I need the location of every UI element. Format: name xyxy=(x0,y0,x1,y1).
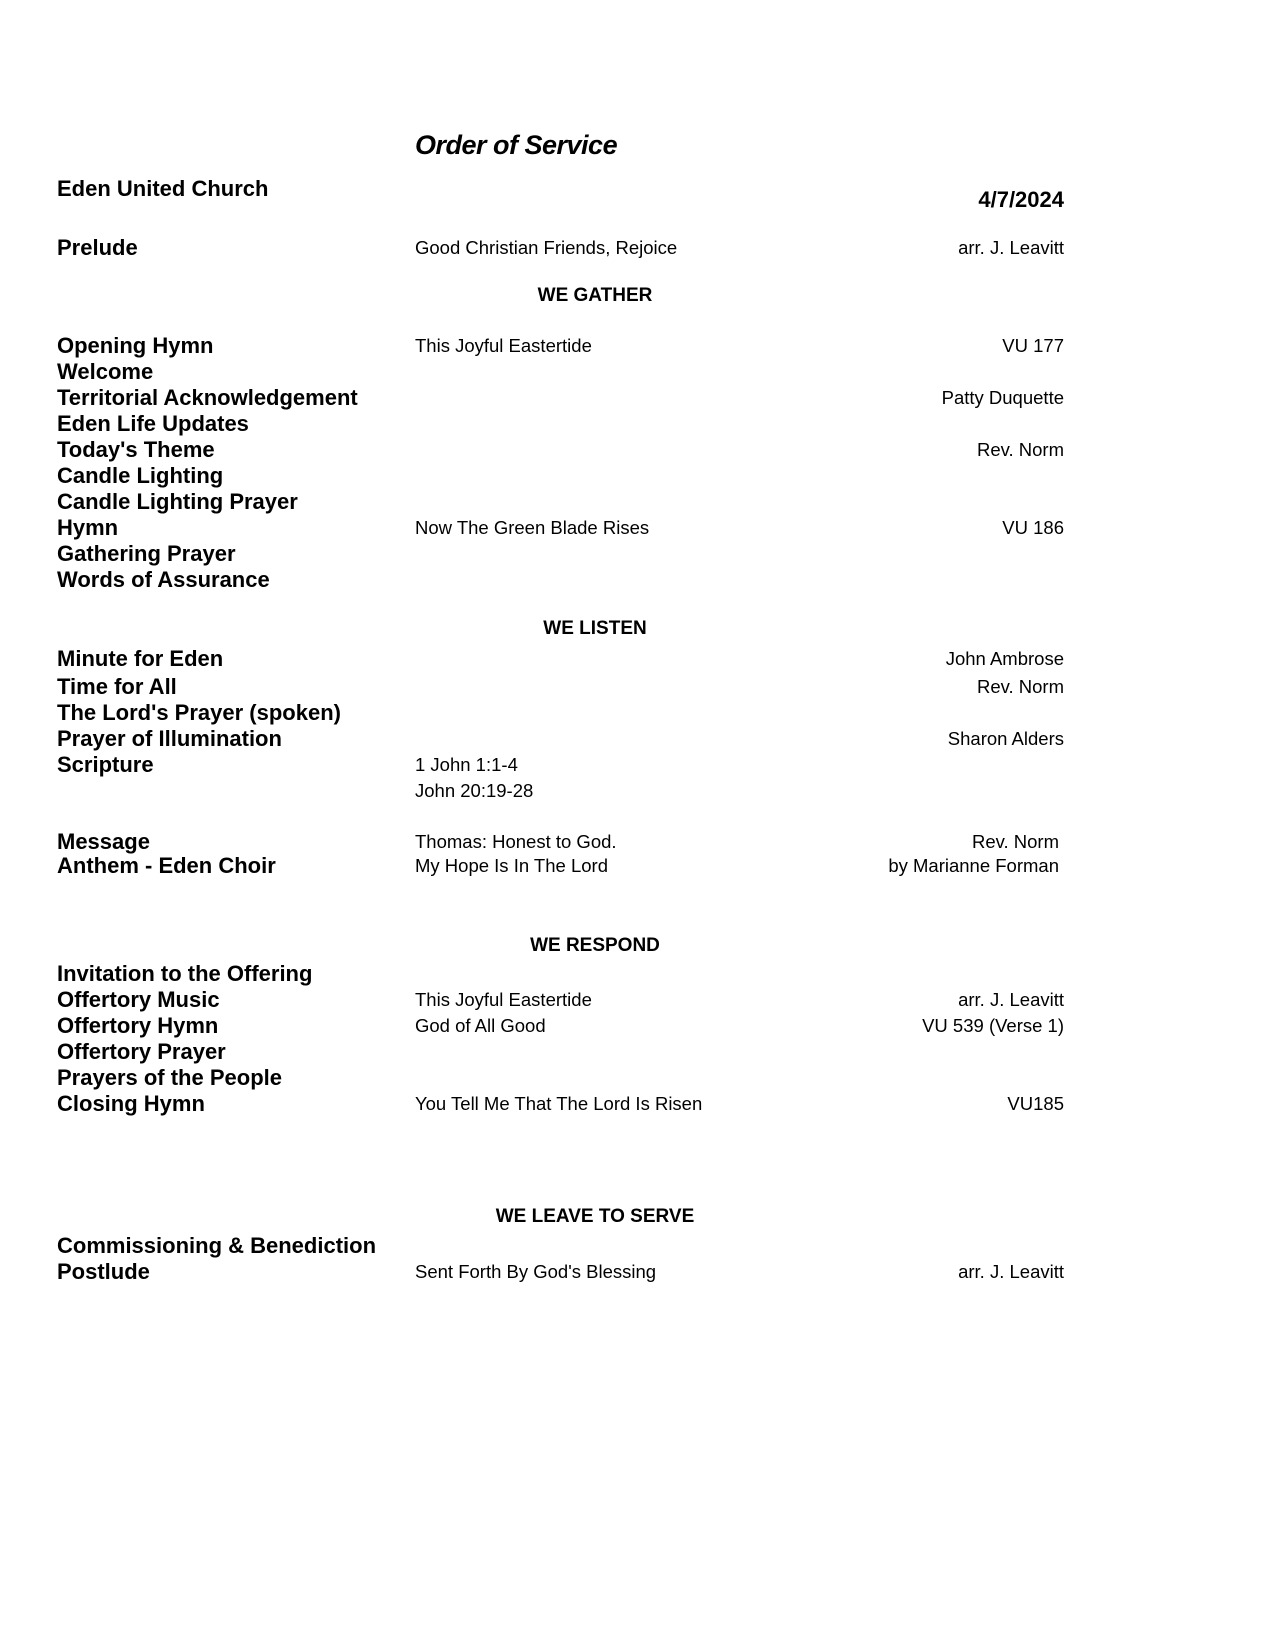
service-row xyxy=(0,411,1275,437)
service-note: Patty Duquette xyxy=(941,387,1064,408)
section-heading-gather: WE GATHER xyxy=(537,285,653,306)
service-item: Anthem - Eden Choir xyxy=(57,853,276,878)
service-piece: Sent Forth By God's Blessing xyxy=(415,1261,657,1282)
service-piece: Good Christian Friends, Rejoice xyxy=(415,237,678,258)
service-row xyxy=(0,1013,1275,1039)
service-row xyxy=(0,778,1275,804)
service-row xyxy=(0,987,1275,1013)
service-item: Welcome xyxy=(57,359,154,384)
page-title: Order of Service xyxy=(415,130,618,160)
service-note: VU 186 xyxy=(1002,517,1064,538)
service-item: Candle Lighting Prayer xyxy=(57,489,298,514)
service-item: Candle Lighting xyxy=(57,463,224,488)
service-note: arr. J. Leavitt xyxy=(958,1261,1064,1282)
service-row xyxy=(0,463,1275,489)
service-row xyxy=(0,646,1275,672)
service-row xyxy=(0,567,1275,593)
service-row xyxy=(0,359,1275,385)
service-date: 4/7/2024 xyxy=(978,187,1064,212)
service-note: arr. J. Leavitt xyxy=(958,237,1064,258)
service-piece: My Hope Is In The Lord xyxy=(415,855,608,876)
service-row xyxy=(0,333,1275,359)
service-row xyxy=(0,235,1275,261)
service-item: Scripture xyxy=(57,752,154,777)
service-row xyxy=(0,515,1275,541)
service-item: The Lord's Prayer (spoken) xyxy=(57,700,341,725)
service-item: Opening Hymn xyxy=(57,333,214,358)
service-note: John Ambrose xyxy=(945,648,1064,669)
service-row xyxy=(0,1091,1275,1117)
service-piece: Now The Green Blade Rises xyxy=(415,517,650,538)
service-row xyxy=(0,437,1275,463)
service-item: Closing Hymn xyxy=(57,1091,205,1116)
service-row xyxy=(0,752,1275,778)
service-note: Rev. Norm xyxy=(976,676,1064,697)
service-item: Prayers of the People xyxy=(57,1065,282,1090)
service-item: Today's Theme xyxy=(57,437,215,462)
service-item: Minute for Eden xyxy=(57,646,224,671)
service-piece: This Joyful Eastertide xyxy=(415,335,592,356)
service-note: VU 177 xyxy=(1002,335,1064,356)
service-row xyxy=(0,1233,1275,1259)
service-row xyxy=(0,700,1275,726)
service-note: arr. J. Leavitt xyxy=(958,989,1064,1010)
service-piece: This Joyful Eastertide xyxy=(415,989,592,1010)
service-item: Message xyxy=(57,829,150,854)
service-row xyxy=(0,489,1275,515)
service-item: Prelude xyxy=(57,235,138,260)
service-row xyxy=(0,1065,1275,1091)
service-item: Commissioning & Benediction xyxy=(57,1233,377,1258)
service-item: Gathering Prayer xyxy=(57,541,236,566)
service-note: Rev. Norm xyxy=(971,831,1059,852)
service-note: Rev. Norm xyxy=(976,439,1064,460)
service-item: Words of Assurance xyxy=(57,567,270,592)
service-row xyxy=(0,961,1275,987)
service-item: Offertory Prayer xyxy=(57,1039,226,1064)
service-row xyxy=(0,726,1275,752)
service-note: Sharon Alders xyxy=(947,728,1064,749)
service-item: Eden Life Updates xyxy=(57,411,249,436)
service-item: Territorial Acknowledgement xyxy=(57,385,358,410)
service-row xyxy=(0,1259,1275,1285)
service-note: by Marianne Forman xyxy=(888,855,1059,876)
service-piece: God of All Good xyxy=(415,1015,546,1036)
service-row xyxy=(0,385,1275,411)
section-heading-leave: WE LEAVE TO SERVE xyxy=(495,1206,695,1227)
service-item: Hymn xyxy=(57,515,119,540)
service-item: Time for All xyxy=(57,674,177,699)
service-item: Postlude xyxy=(57,1259,150,1284)
church-name: Eden United Church xyxy=(57,176,269,201)
service-item: Prayer of Illumination xyxy=(57,726,282,751)
service-note: VU 539 (Verse 1) xyxy=(922,1015,1064,1036)
service-item: Invitation to the Offering xyxy=(57,961,313,986)
service-note: VU185 xyxy=(1007,1093,1064,1114)
service-piece: John 20:19-28 xyxy=(415,780,534,801)
service-row xyxy=(0,541,1275,567)
service-item: Offertory Music xyxy=(57,987,220,1012)
service-row xyxy=(0,829,1275,855)
service-piece: Thomas: Honest to God. xyxy=(415,831,617,852)
service-piece: 1 John 1:1-4 xyxy=(415,754,518,775)
section-heading-listen: WE LISTEN xyxy=(543,618,647,639)
service-row xyxy=(0,1039,1275,1065)
service-item: Offertory Hymn xyxy=(57,1013,219,1038)
section-heading-respond: WE RESPOND xyxy=(530,935,660,956)
service-row xyxy=(0,853,1275,879)
service-piece: You Tell Me That The Lord Is Risen xyxy=(415,1093,703,1114)
service-row xyxy=(0,674,1275,700)
